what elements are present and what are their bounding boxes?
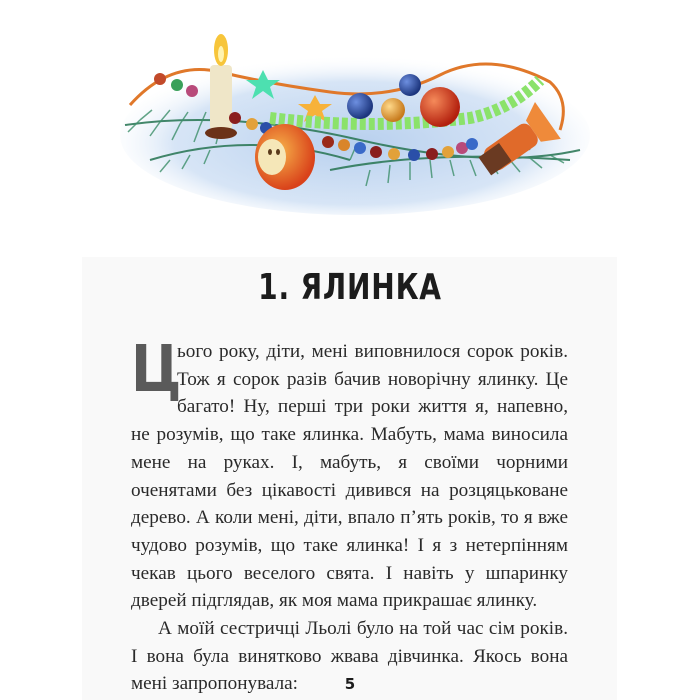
chapter-title: 1. ЯЛИНКА — [258, 267, 442, 309]
paragraph-1-text: ього року, діти, мені виповнилося сорок років. Тож я сорок разів бачив новорічну ялинку. Це багато! Ну, перші три роки життя я, напевно, не розумів, що таке ялинка. Мабуть, мама виносила мене на руках. І, мабуть, я своїми чорними оченятами без цікавості дивився на розцяцьковане дерево. А коли мені, діти, впало п’ять років, то я вже чудово розумів, що таке ялинка! І я з нетерпінням чекав цього веселого свята. І навіть у шпаринку дверей підглядав, як моя мама прикрашає ялинку. — [131, 341, 568, 612]
paragraph-1 — [131, 333, 568, 615]
drop-cap: Ц — [131, 333, 182, 407]
paragraph-2: А моїй сестричці Льолі було на той час сім років. І вона була винятково жвава дівчинка. Якось вона мені запропонувала: — [131, 618, 568, 695]
chapter-body — [131, 333, 568, 698]
page-number: 5 — [344, 675, 356, 693]
christmas-garland-illustration — [110, 10, 590, 220]
